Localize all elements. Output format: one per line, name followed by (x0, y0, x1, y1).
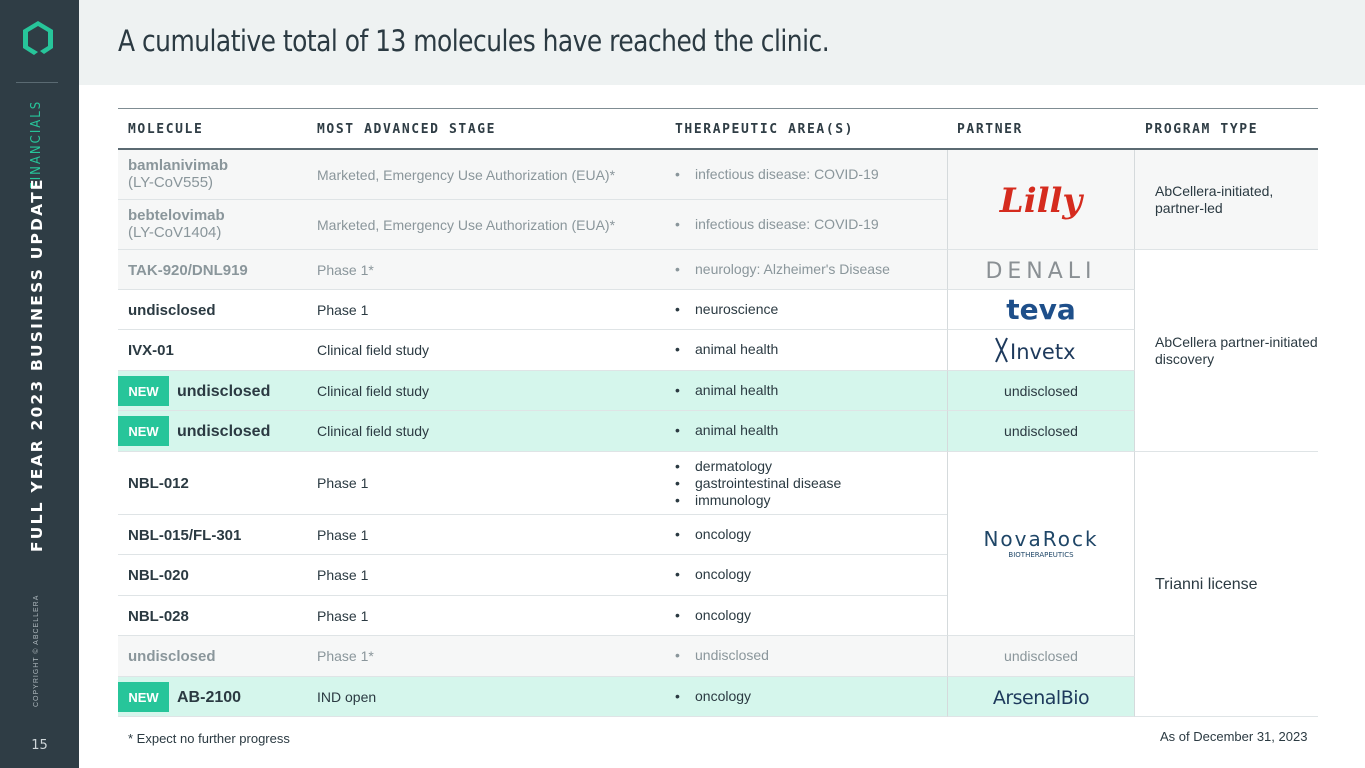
denali-logo (981, 258, 1101, 282)
therapeutic-areas: • neuroscience (675, 301, 778, 318)
molecule-name: bebtelovimab (LY-CoV1404) (128, 207, 225, 241)
stage: Clinical field study (317, 423, 430, 439)
partner-cell-invetx (947, 330, 1135, 371)
column-header-areas: THERAPEUTIC AREA(S) (675, 122, 855, 137)
therapeutic-areas: • dermatology • gastrointestinal disease • immunology (675, 458, 841, 509)
column-header-program-type: PROGRAM TYPE (1145, 122, 1259, 137)
molecule-name: undisclosed (128, 648, 216, 665)
therapeutic-areas: • undisclosed (675, 647, 769, 664)
abcellera-logo-icon (18, 18, 58, 58)
partner-cell: undisclosed (947, 411, 1135, 452)
table-row (118, 636, 947, 677)
svg-text:Invetx: Invetx (1010, 340, 1076, 364)
svg-text:NovaRock: NovaRock (983, 526, 1099, 551)
partner-cell-arsenalbio (947, 677, 1135, 717)
sidebar (0, 0, 79, 768)
partner-cell-teva (947, 290, 1135, 330)
molecule-name: AB-2100 (177, 689, 242, 706)
table-row (118, 290, 947, 330)
therapeutic-areas: • animal health (675, 341, 778, 358)
section-label: FINANCIALS (29, 99, 44, 189)
svg-text:teva: teva (1006, 293, 1076, 326)
molecule-name: TAK-920/DNL919 (128, 262, 248, 279)
header (79, 0, 1365, 85)
partner-cell-lilly (947, 150, 1135, 250)
page-number: 15 (31, 738, 48, 753)
stage: IND open (317, 689, 377, 705)
report-title: FULL YEAR 2023 BUSINESS UPDATE (28, 177, 46, 552)
invetx-logo (993, 334, 1089, 366)
stage: Phase 1 (317, 567, 369, 583)
svg-text:ArsenalBio: ArsenalBio (992, 686, 1090, 709)
molecule-name: bamlanivimab (LY-CoV555) (128, 157, 229, 191)
table-row (118, 596, 947, 636)
partner-cell: undisclosed (947, 371, 1135, 411)
program-type-partner-initiated: AbCellera partner-initiated discovery (1135, 250, 1318, 452)
program-type-trianni: Trianni license (1135, 452, 1318, 717)
teva-logo (1001, 294, 1081, 326)
partner-cell: undisclosed (947, 636, 1135, 677)
molecule-name: NBL-028 (128, 608, 189, 625)
table-row (118, 200, 947, 250)
stage: Phase 1* (317, 262, 374, 278)
therapeutic-areas: • neurology: Alzheimer's Disease (675, 261, 890, 278)
arsenalbio-logo (976, 683, 1106, 711)
stage: Phase 1* (317, 648, 374, 664)
therapeutic-areas: • infectious disease: COVID-19 (675, 166, 879, 183)
stage: Phase 1 (317, 608, 369, 624)
program-type-abcellera-initiated: AbCellera-initiated, partner-led (1135, 150, 1318, 250)
stage: Marketed, Emergency Use Authorization (EUA)* (317, 217, 616, 233)
stage: Marketed, Emergency Use Authorization (EUA)* (317, 167, 616, 183)
lilly-logo (996, 172, 1086, 228)
therapeutic-areas: • infectious disease: COVID-19 (675, 216, 879, 233)
page-title: A cumulative total of 13 molecules have reached the clinic. (118, 24, 830, 58)
column-header-molecule: MOLECULE (128, 122, 204, 137)
new-badge: NEW (118, 416, 169, 446)
sidebar-divider (16, 82, 58, 83)
molecule-name: NBL-012 (128, 475, 189, 492)
table-row (118, 411, 947, 452)
molecule-name: undisclosed (128, 302, 216, 319)
therapeutic-areas: • animal health (675, 382, 778, 399)
footnote: * Expect no further progress (128, 731, 290, 746)
svg-text:DENALI: DENALI (985, 258, 1097, 282)
molecule-name: NBL-020 (128, 567, 189, 584)
table-row (118, 515, 947, 555)
partner-cell-denali (947, 250, 1135, 290)
svg-text:BIOTHERAPEUTICS: BIOTHERAPEUTICS (1008, 550, 1074, 559)
table-row (118, 250, 947, 290)
table-row (118, 677, 947, 717)
therapeutic-areas: • oncology (675, 526, 751, 543)
table-row (118, 371, 947, 411)
svg-text:Lilly: Lilly (999, 180, 1083, 221)
molecule-name: undisclosed (177, 383, 271, 400)
therapeutic-areas: • oncology (675, 566, 751, 583)
stage: Phase 1 (317, 527, 369, 543)
novarock-logo (976, 526, 1106, 562)
molecule-name: undisclosed (177, 423, 271, 440)
column-header-stage: MOST ADVANCED STAGE (317, 122, 497, 137)
table-row (118, 452, 947, 515)
partner-cell-novarock (947, 452, 1135, 636)
therapeutic-areas: • oncology (675, 607, 751, 624)
column-header-partner: PARTNER (957, 122, 1023, 137)
copyright: COPYRIGHT © ABCELLERA (33, 594, 40, 707)
therapeutic-areas: • animal health (675, 422, 778, 439)
as-of-date: As of December 31, 2023 (1160, 729, 1308, 744)
stage: Clinical field study (317, 383, 430, 399)
therapeutic-areas: • oncology (675, 688, 751, 705)
stage: Phase 1 (317, 475, 369, 491)
table-row (118, 555, 947, 596)
stage: Clinical field study (317, 342, 430, 358)
molecule-name: NBL-015/FL-301 (128, 527, 242, 544)
stage: Phase 1 (317, 302, 369, 318)
table-row (118, 330, 947, 371)
new-badge: NEW (118, 682, 169, 712)
molecule-name: IVX-01 (128, 342, 174, 359)
table-row (118, 150, 947, 200)
header-rule (118, 108, 1318, 109)
new-badge: NEW (118, 376, 169, 406)
molecules-table (118, 108, 1318, 717)
